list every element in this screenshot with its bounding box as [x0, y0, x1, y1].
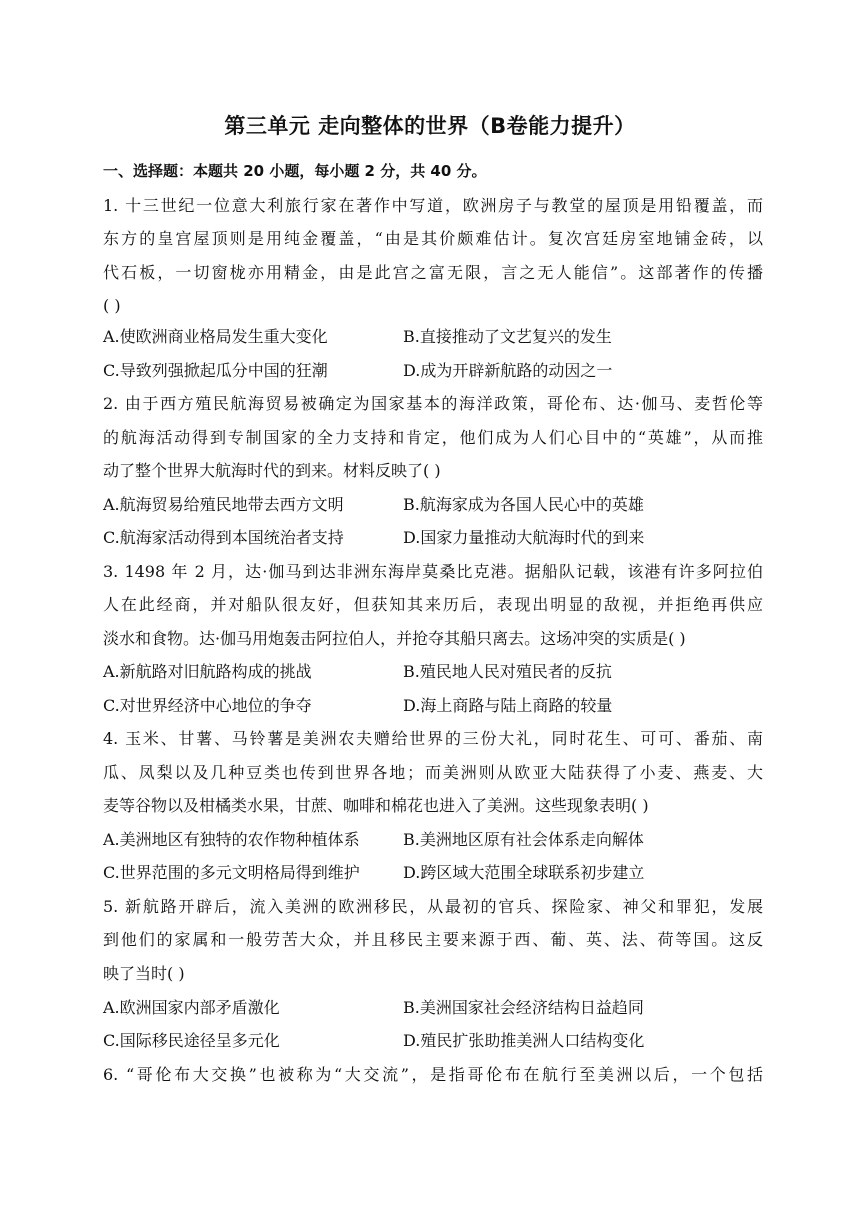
q1-option-c: C.导致列强掀起瓜分中国的狂潮 — [103, 361, 328, 380]
page-title: 第三单元 走向整体的世界（B卷能力提升） — [224, 114, 636, 138]
q2-line-3: 动了整个世界大航海时代的到来。材料反映了( ) — [103, 461, 441, 480]
q4-line-2: 瓜、凤梨以及几种豆类也传到世界各地；而美洲则从欧亚大陆获得了小麦、燕麦、大 — [103, 763, 763, 782]
q2-option-d: D.国家力量推动大航海时代的到来 — [403, 528, 645, 547]
q5-option-d: D.殖民扩张助推美洲人口结构变化 — [403, 1031, 645, 1050]
q3-option-a: A.新航路对旧航路构成的挑战 — [103, 662, 312, 681]
q5-line-2: 到他们的家属和一般劳苦大众，并且移民主要来源于西、葡、英、法、荷等国。这反 — [103, 930, 763, 949]
q4-option-c: C.世界范围的多元文明格局得到维护 — [103, 863, 360, 882]
q1-line-2: 东方的皇宫屋顶则是用纯金覆盖，“由是其价颇难估计。复次宫廷房室地铺金砖，以 — [103, 229, 763, 248]
q3-line-3: 淡水和食物。达·伽马用炮轰击阿拉伯人，并抢夺其船只离去。这场冲突的实质是( ) — [103, 629, 686, 648]
q5-option-c: C.国际移民途径呈多元化 — [103, 1031, 280, 1050]
q1-line-1: 1. 十三世纪一位意大利旅行家在著作中写道，欧洲房子与教堂的屋顶是用铅覆盖，而 — [103, 196, 763, 215]
q1-option-a: A.使欧洲商业格局发生重大变化 — [103, 327, 328, 346]
q5-option-a: A.欧洲国家内部矛盾激化 — [103, 998, 280, 1017]
q4-line-3: 麦等谷物以及柑橘类水果，甘蔗、咖啡和棉花也进入了美洲。这些现象表明( ) — [103, 796, 649, 815]
q2-option-c: C.航海家活动得到本国统治者支持 — [103, 528, 344, 547]
q4-line-1: 4. 玉米、甘薯、马铃薯是美洲农夫赠给世界的三份大礼，同时花生、可可、番茄、南 — [103, 729, 763, 748]
q6-line-1: 6. “哥伦布大交换”也被称为“大交流”，是指哥伦布在航行至美洲以后，一个包括 — [103, 1065, 763, 1084]
q1-line-3: 代石板，一切窗栊亦用精金，由是此宫之富无限，言之无人能信”。这部著作的传播 — [103, 263, 763, 282]
q2-option-a: A.航海贸易给殖民地带去西方文明 — [103, 495, 344, 514]
q1-option-d: D.成为开辟新航路的动因之一 — [403, 361, 613, 380]
q2-line-1: 2. 由于西方殖民航海贸易被确定为国家基本的海洋政策，哥伦布、达·伽马、麦哲伦等 — [103, 394, 763, 413]
q4-option-b: B.美洲地区原有社会体系走向解体 — [403, 830, 644, 849]
q5-option-b: B.美洲国家社会经济结构日益趋同 — [403, 998, 644, 1017]
q1-option-b: B.直接推动了文艺复兴的发生 — [403, 327, 612, 346]
q3-option-b: B.殖民地人民对殖民者的反抗 — [403, 662, 612, 681]
q3-option-d: D.海上商路与陆上商路的较量 — [403, 696, 613, 715]
q3-option-c: C.对世界经济中心地位的争夺 — [103, 696, 312, 715]
q4-option-d: D.跨区域大范围全球联系初步建立 — [403, 863, 645, 882]
q1-line-4: ( ) — [103, 296, 121, 315]
q2-option-b: B.航海家成为各国人民心中的英雄 — [403, 495, 644, 514]
section-header: 一、选择题：本题共 20 小题，每小题 2 分，共 40 分。 — [103, 162, 487, 180]
q5-line-1: 5. 新航路开辟后，流入美洲的欧洲移民，从最初的官兵、探险家、神父和罪犯，发展 — [103, 897, 763, 916]
q3-line-1: 3. 1498 年 2 月，达·伽马到达非洲东海岸莫桑比克港。据船队记载，该港有许多阿拉伯 — [103, 562, 763, 581]
q5-line-3: 映了当时( ) — [103, 964, 185, 983]
q2-line-2: 的航海活动得到专制国家的全力支持和肯定，他们成为人们心目中的“英雄”，从而推 — [103, 428, 763, 447]
q3-line-2: 人在此经商，并对船队很友好，但获知其来历后，表现出明显的敌视，并拒绝再供应 — [103, 595, 763, 614]
q4-option-a: A.美洲地区有独特的农作物种植体系 — [103, 830, 360, 849]
